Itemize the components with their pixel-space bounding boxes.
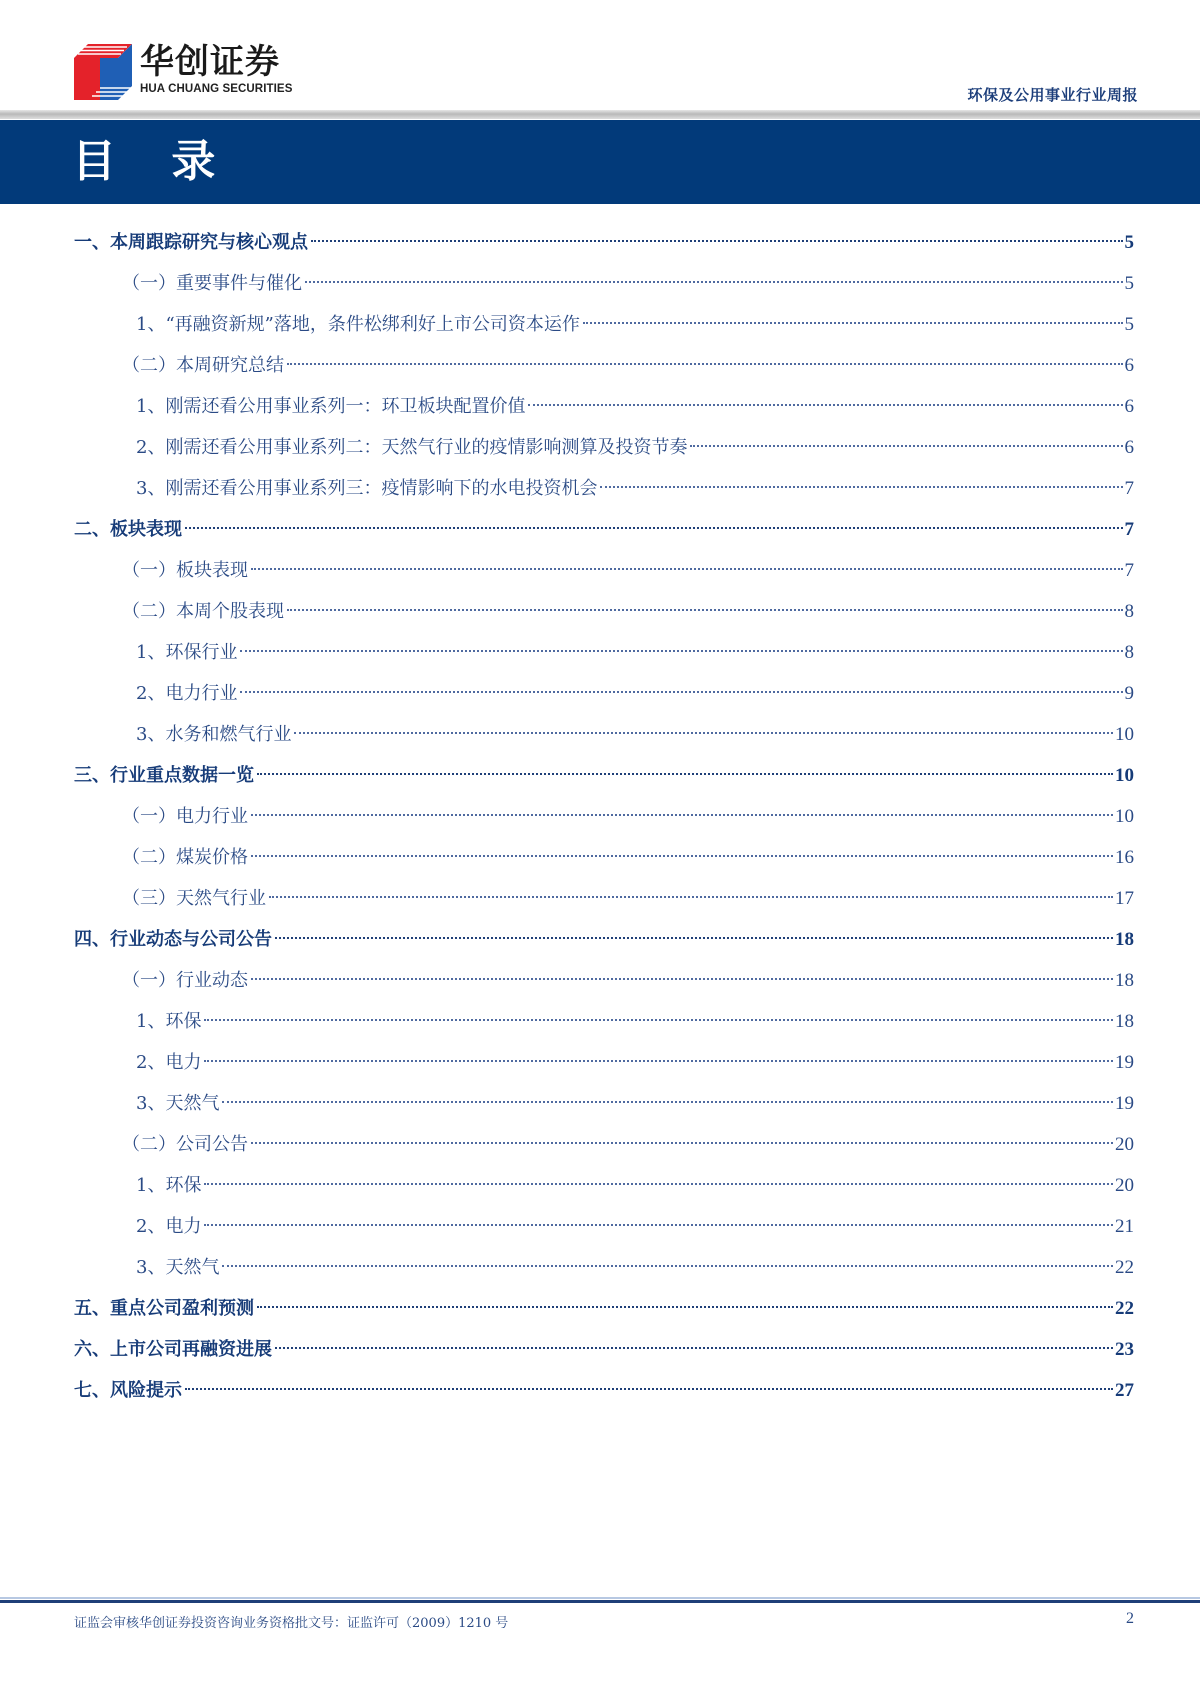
dot-leader	[204, 1224, 1113, 1226]
toc-entry-page: 20	[1115, 1175, 1134, 1196]
toc-entry-page: 19	[1115, 1093, 1134, 1114]
toc-entry-label: 3、水务和燃气行业	[136, 724, 292, 745]
toc-entry-label: 2、电力	[136, 1216, 202, 1237]
toc-entry-label: 3、刚需还看公用事业系列三：疫情影响下的水电投资机会	[136, 478, 598, 499]
toc-title-band	[0, 120, 1200, 204]
toc-entry[interactable]	[122, 597, 1134, 627]
toc-entry-label: 三、行业重点数据一览	[74, 765, 254, 786]
toc-entry-page: 7	[1124, 560, 1134, 581]
toc-entry[interactable]	[136, 1171, 1134, 1201]
company-name-cn: 华创证券	[140, 42, 280, 82]
company-name-en: HUA CHUANG SECURITIES	[140, 83, 293, 95]
toc-entry-page: 21	[1115, 1216, 1134, 1237]
dot-leader	[583, 322, 1123, 324]
toc-entry[interactable]	[74, 228, 1134, 258]
toc-entry-label: （二）煤炭价格	[122, 847, 248, 868]
toc-entry[interactable]	[136, 433, 1134, 463]
toc-entry-page: 22	[1115, 1257, 1134, 1278]
dot-leader	[240, 650, 1122, 652]
toc-entry-label: 2、刚需还看公用事业系列二：天然气行业的疫情影响测算及投资节奏	[136, 437, 688, 458]
page-number: 2	[1126, 1610, 1134, 1627]
dot-leader	[251, 978, 1113, 980]
toc-entry[interactable]	[122, 556, 1134, 586]
dot-leader	[305, 281, 1123, 283]
toc-entry[interactable]	[136, 638, 1134, 668]
dot-leader	[185, 1388, 1113, 1390]
toc-entry-label: 二、板块表现	[74, 519, 182, 540]
toc-entry[interactable]	[136, 1212, 1134, 1242]
toc-entry-page: 9	[1124, 683, 1134, 704]
dot-leader	[204, 1019, 1113, 1021]
cube-logo-icon	[74, 44, 132, 100]
toc-entry-page: 5	[1124, 314, 1134, 335]
dot-leader	[204, 1060, 1113, 1062]
footer-divider	[0, 1600, 1200, 1603]
toc-entry[interactable]	[122, 269, 1134, 299]
toc-entry[interactable]	[122, 966, 1134, 996]
toc-entry[interactable]	[122, 351, 1134, 381]
toc-entry-label: 1、环保	[136, 1011, 202, 1032]
dot-leader	[222, 1265, 1113, 1267]
dot-leader	[275, 937, 1113, 939]
toc-entry-page: 18	[1115, 929, 1134, 950]
toc-entry-label: （二）本周个股表现	[122, 601, 284, 622]
toc-entry-label: 四、行业动态与公司公告	[74, 929, 272, 950]
toc-entry[interactable]	[74, 1335, 1134, 1365]
dot-leader	[275, 1347, 1113, 1349]
toc-entry-label: 1、环保行业	[136, 642, 238, 663]
dot-leader	[257, 1306, 1113, 1308]
toc-entry[interactable]	[74, 515, 1134, 545]
toc-entry-page: 17	[1115, 888, 1134, 909]
toc-entry-label: （二）本周研究总结	[122, 355, 284, 376]
toc-entry[interactable]	[122, 802, 1134, 832]
dot-leader	[528, 404, 1122, 406]
toc-entry-label: 2、电力	[136, 1052, 202, 1073]
toc-entry-page: 5	[1124, 273, 1134, 294]
toc-entry[interactable]	[136, 1007, 1134, 1037]
dot-leader	[311, 240, 1123, 242]
toc-entry-page: 7	[1124, 478, 1134, 499]
toc-entry-page: 10	[1115, 806, 1134, 827]
toc-entry-page: 23	[1115, 1339, 1134, 1360]
toc-entry-label: （一）板块表现	[122, 560, 248, 581]
report-type-label: 环保及公用事业行业周报	[967, 86, 1138, 104]
toc-entry-label: （一）重要事件与催化	[122, 273, 302, 294]
dot-leader	[240, 691, 1122, 693]
toc-entry-page: 18	[1115, 1011, 1134, 1032]
toc-entry-page: 6	[1124, 355, 1134, 376]
toc-entry[interactable]	[122, 884, 1134, 914]
toc-entry[interactable]	[122, 843, 1134, 873]
license-statement: 证监会审核华创证券投资咨询业务资格批文号：证监许可（2009）1210 号	[74, 1616, 509, 1631]
toc-entry[interactable]	[74, 925, 1134, 955]
toc-entry-label: 一、本周跟踪研究与核心观点	[74, 232, 308, 253]
toc-entry-label: 1、刚需还看公用事业系列一：环卫板块配置价值	[136, 396, 526, 417]
toc-entry-label: 六、上市公司再融资进展	[74, 1339, 272, 1360]
toc-entry-page: 6	[1124, 437, 1134, 458]
company-logo	[74, 42, 314, 102]
dot-leader	[690, 445, 1122, 447]
toc-entry[interactable]	[74, 761, 1134, 791]
dot-leader	[294, 732, 1113, 734]
dot-leader	[600, 486, 1122, 488]
dot-leader	[185, 527, 1123, 529]
toc-entry-page: 8	[1124, 642, 1134, 663]
toc-entry-page: 10	[1115, 765, 1134, 786]
toc-entry-label: 1、“再融资新规”落地，条件松绑利好上市公司资本运作	[136, 314, 580, 335]
toc-entry[interactable]	[136, 392, 1134, 422]
toc-entry-label: 2、电力行业	[136, 683, 238, 704]
toc-entry-page: 18	[1115, 970, 1134, 991]
page-header	[0, 0, 1200, 120]
toc-entry-page: 10	[1115, 724, 1134, 745]
toc-entry[interactable]	[136, 720, 1134, 750]
toc-entry-page: 8	[1124, 601, 1134, 622]
header-divider	[0, 110, 1200, 119]
toc-entry[interactable]	[136, 1089, 1134, 1119]
toc-entry-page: 27	[1115, 1380, 1134, 1401]
dot-leader	[251, 814, 1113, 816]
toc-entry[interactable]	[122, 1130, 1134, 1160]
toc-entry-page: 6	[1124, 396, 1134, 417]
toc-entry-page: 7	[1124, 519, 1134, 540]
dot-leader	[222, 1101, 1113, 1103]
toc-entry-page: 22	[1115, 1298, 1134, 1319]
dot-leader	[251, 855, 1113, 857]
toc-entry-label: 3、天然气	[136, 1093, 220, 1114]
toc-entry[interactable]	[74, 1376, 1134, 1406]
toc-entry[interactable]	[74, 1294, 1134, 1324]
toc-entry[interactable]	[136, 1048, 1134, 1078]
toc-entry-label: （一）电力行业	[122, 806, 248, 827]
toc-entry-label: （二）公司公告	[122, 1134, 248, 1155]
toc-entry[interactable]	[136, 474, 1134, 504]
toc-entry-label: （三）天然气行业	[122, 888, 266, 909]
toc-entry-label: 3、天然气	[136, 1257, 220, 1278]
toc-entry-label: 五、重点公司盈利预测	[74, 1298, 254, 1319]
dot-leader	[251, 1142, 1113, 1144]
toc-entry-label: 1、环保	[136, 1175, 202, 1196]
dot-leader	[287, 609, 1123, 611]
toc-entry-page: 5	[1124, 232, 1134, 253]
toc-entry-page: 20	[1115, 1134, 1134, 1155]
toc-entry[interactable]	[136, 310, 1134, 340]
dot-leader	[251, 568, 1123, 570]
dot-leader	[204, 1183, 1113, 1185]
toc-entry-label: （一）行业动态	[122, 970, 248, 991]
toc-entry[interactable]	[136, 679, 1134, 709]
toc-entry-page: 19	[1115, 1052, 1134, 1073]
footer-divider-light	[0, 1597, 1200, 1599]
toc-entry[interactable]	[136, 1253, 1134, 1283]
page-title: 目 录	[72, 136, 236, 187]
toc-entry-page: 16	[1115, 847, 1134, 868]
dot-leader	[257, 773, 1113, 775]
toc-entry-label: 七、风险提示	[74, 1380, 182, 1401]
dot-leader	[287, 363, 1123, 365]
dot-leader	[269, 896, 1113, 898]
